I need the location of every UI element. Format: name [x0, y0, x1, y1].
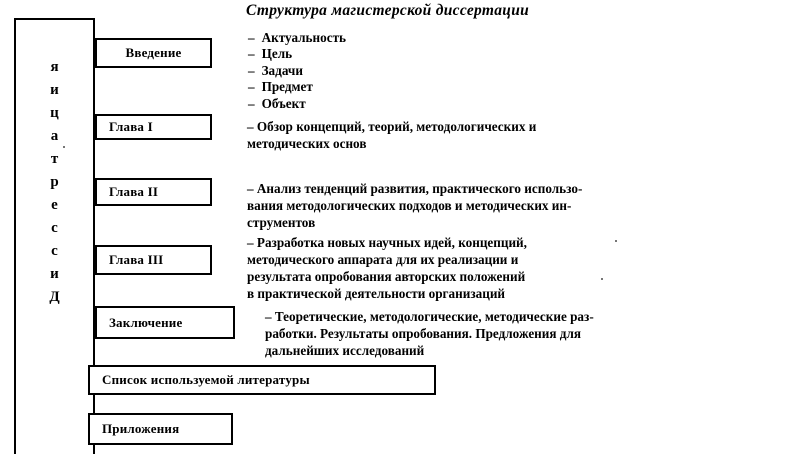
- dash-marker: –: [248, 62, 255, 78]
- vertical-letter: р: [50, 173, 59, 190]
- bullet-text: Объект: [261, 95, 306, 111]
- description-line: методического аппарата для их реализации и: [247, 252, 519, 267]
- vertical-letter: я: [50, 58, 59, 75]
- description-line: – Анализ тенденций развития, практического использо-: [247, 181, 583, 196]
- node-zaklyuchenie: [95, 306, 235, 339]
- vertical-letter: Д: [49, 288, 60, 305]
- description-glava-3: [247, 234, 667, 302]
- node-label: Введение: [125, 45, 182, 60]
- vertical-letter: и: [50, 265, 59, 282]
- scan-speck: [615, 240, 617, 242]
- description-line: дальнейших исследований: [265, 343, 425, 358]
- bullet-item: [248, 96, 508, 112]
- node-prilozheniya: [88, 413, 233, 445]
- description-vvedenie: [248, 30, 508, 112]
- scan-speck: [601, 278, 603, 280]
- node-label: Заключение: [109, 314, 183, 330]
- node-label: Глава III: [109, 252, 164, 267]
- bullet-item: [248, 79, 508, 95]
- description-line: вания методологических подходов и методических ин-: [247, 198, 572, 213]
- node-glava-1: [95, 114, 212, 140]
- description-line: в практической деятельности организаций: [247, 286, 506, 301]
- node-glava-2: [95, 178, 212, 206]
- node-label: Глава II: [109, 184, 159, 199]
- vertical-letter: ц: [50, 104, 59, 121]
- node-label: Список используемой литературы: [102, 372, 310, 387]
- dash-marker: –: [248, 46, 255, 62]
- vertical-letter: с: [51, 219, 58, 236]
- vertical-letter: е: [51, 196, 58, 213]
- scan-speck: [63, 146, 65, 148]
- description-glava-1: [247, 118, 697, 152]
- bullet-item: [248, 46, 508, 62]
- bullet-item: [248, 63, 508, 79]
- node-glava-3: [95, 245, 212, 275]
- description-glava-2: [247, 180, 737, 231]
- node-vvedenie: [95, 38, 212, 68]
- page-title: Структура магистерской диссертации: [246, 2, 530, 19]
- description-line: – Теоретические, методологические, методические раз-: [265, 309, 594, 324]
- bullet-text: Актуальность: [261, 30, 347, 45]
- node-label: Приложения: [102, 421, 180, 436]
- node-label: Глава I: [109, 119, 153, 134]
- dash-marker: –: [248, 95, 255, 111]
- description-line: результата опробования авторских положений: [247, 269, 526, 284]
- dissertation-trunk-box: [14, 18, 95, 454]
- description-line: – Обзор концепций, теорий, методологических и: [247, 119, 537, 134]
- dissertation-vertical-label: [16, 20, 93, 454]
- vertical-letter: с: [51, 242, 58, 259]
- description-line: – Разработка новых научных идей, концепций,: [247, 235, 527, 250]
- dash-marker: –: [248, 79, 255, 95]
- bullet-text: Цель: [261, 46, 293, 62]
- bullet-item: [248, 30, 508, 46]
- description-line: методических основ: [247, 136, 367, 151]
- bullet-text: Задачи: [261, 62, 303, 78]
- description-line: работки. Результаты опробования. Предложения для: [265, 326, 582, 341]
- vertical-letter: т: [50, 150, 59, 167]
- bullet-text: Предмет: [261, 79, 313, 95]
- description-line: струментов: [247, 215, 316, 230]
- node-spisok-literatury: [88, 365, 436, 395]
- description-zaklyuchenie: [265, 308, 750, 359]
- vertical-letter: и: [50, 81, 59, 98]
- dash-marker: –: [248, 30, 255, 45]
- vertical-letter: а: [50, 127, 59, 144]
